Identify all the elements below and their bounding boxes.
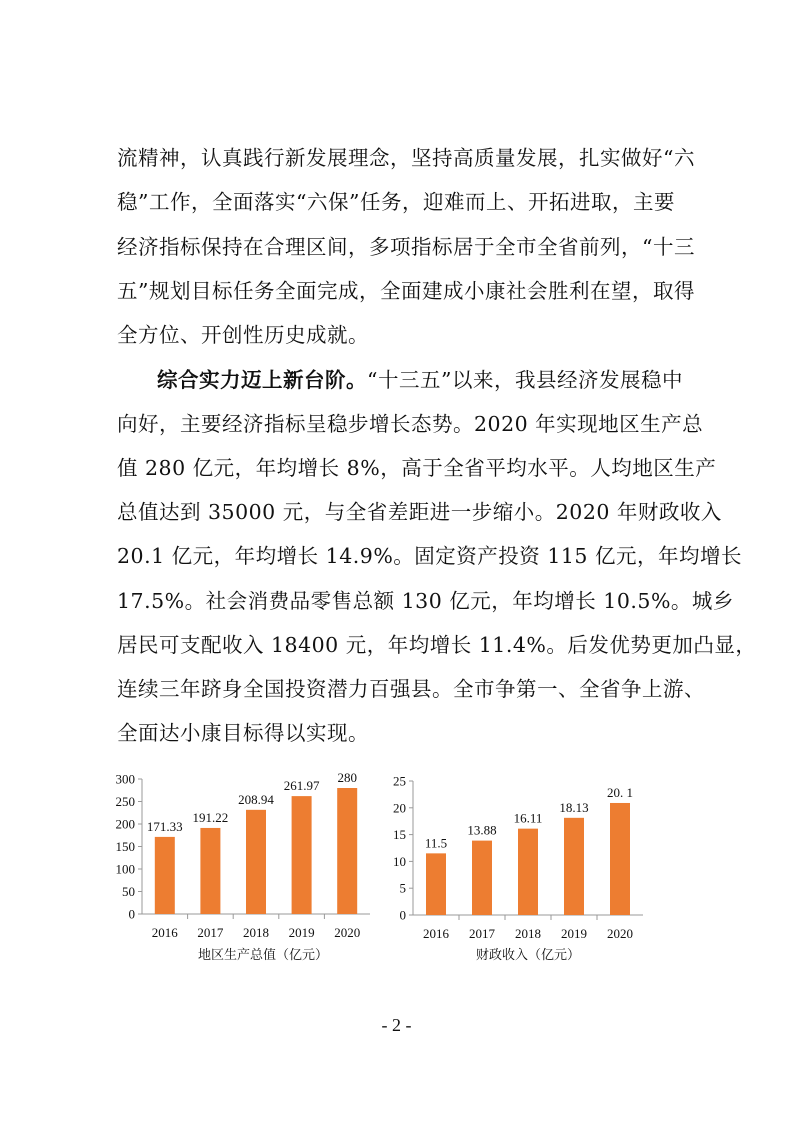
data-label: 208.94 <box>238 791 274 807</box>
y-tick-label: 25 <box>393 773 406 789</box>
bar <box>155 837 175 914</box>
bar <box>246 810 266 914</box>
text-line: 稳”工作，全面落实“六保”任务，迎难而上、开拓进取，主要 <box>117 190 675 214</box>
text-line <box>157 362 683 398</box>
y-tick-label: 100 <box>115 861 135 877</box>
x-tick-label: 2017 <box>469 926 495 941</box>
revenue-chart <box>378 770 660 970</box>
bar <box>337 788 357 914</box>
bar <box>200 828 220 914</box>
text-line: 居民可支配收入 18400 元，年均增长 11.4%。后发优势更加凸显， <box>117 633 757 657</box>
y-tick-label: 0 <box>399 907 406 923</box>
y-tick-label: 50 <box>122 884 135 899</box>
y-tick-label: 0 <box>128 906 135 922</box>
section-heading: 综合实力迈上新台阶。 <box>157 368 367 392</box>
x-tick-label: 2016 <box>423 926 449 941</box>
y-tick-label: 10 <box>393 853 406 869</box>
x-tick-label: 2019 <box>561 926 587 941</box>
x-tick-label: 2019 <box>288 925 315 940</box>
x-tick-label: 2018 <box>243 925 269 940</box>
text-line: 总值达到 35000 元，与全省差距进一步缩小。2020 年财政收入 <box>117 500 722 524</box>
y-tick-label: 300 <box>115 771 135 787</box>
text-line: 流精神，认真践行新发展理念，坚持高质量发展，扎实做好“六 <box>117 146 695 170</box>
bar <box>610 803 630 915</box>
data-label: 11.5 <box>424 835 448 851</box>
data-label: 13.88 <box>467 822 497 838</box>
gdp-chart <box>108 770 390 970</box>
text-line: 值 280 亿元，年均增长 8%，高于全省平均水平。人均地区生产 <box>117 456 717 480</box>
text-line: 连续三年跻身全国投资潜力百强县。全市争第一、全省争上游、 <box>117 677 705 701</box>
text-line: 五”规划目标任务全面完成，全面建成小康社会胜利在望，取得 <box>117 279 695 303</box>
x-tick-label: 2016 <box>151 925 178 940</box>
bar <box>518 829 538 915</box>
x-tick-label: 2020 <box>607 926 633 941</box>
x-tick-label: 2020 <box>334 925 361 940</box>
y-tick-label: 150 <box>115 839 135 854</box>
data-label: 18.13 <box>559 799 589 815</box>
text-line: 全面达小康目标得以实现。 <box>117 721 369 745</box>
bar <box>292 796 312 914</box>
data-label: 280 <box>337 770 357 785</box>
data-label: 171.33 <box>146 818 183 834</box>
x-tick-label: 2018 <box>515 926 541 941</box>
bar <box>472 841 492 915</box>
y-tick-label: 5 <box>399 880 406 896</box>
y-tick-label: 15 <box>393 827 406 843</box>
bar <box>564 818 584 915</box>
text-line: 全方位、开创性历史成就。 <box>117 323 369 347</box>
text-line: 向好，主要经济指标呈稳步增长态势。2020 年实现地区生产总 <box>117 412 704 436</box>
data-label: 16.11 <box>513 810 543 826</box>
data-label: 20. 1 <box>607 784 633 800</box>
data-label: 261.97 <box>283 778 320 794</box>
text-line: 20.1 亿元，年均增长 14.9%。固定资产投资 115 亿元，年均增长 <box>117 544 742 568</box>
data-label: 191.22 <box>192 809 229 825</box>
page-number: - 2 - <box>381 1015 412 1035</box>
y-tick-label: 250 <box>115 794 135 809</box>
gdp-chart-svg <box>108 770 390 970</box>
heading-continuation: “十三五”以来，我县经济发展稳中 <box>367 368 683 392</box>
y-tick-label: 20 <box>393 800 406 816</box>
y-tick-label: 200 <box>115 816 135 832</box>
bar <box>426 853 446 915</box>
revenue-chart-xlabel: 财政收入（亿元） <box>476 948 581 963</box>
x-tick-label: 2017 <box>197 925 224 940</box>
gdp-chart-xlabel: 地区生产总值（亿元） <box>198 948 329 963</box>
revenue-chart-svg <box>378 770 660 970</box>
text-line: 经济指标保持在合理区间，多项指标居于全市全省前列，“十三 <box>117 235 695 259</box>
text-line: 17.5%。社会消费品零售总额 130 亿元，年均增长 10.5%。城乡 <box>117 589 734 613</box>
